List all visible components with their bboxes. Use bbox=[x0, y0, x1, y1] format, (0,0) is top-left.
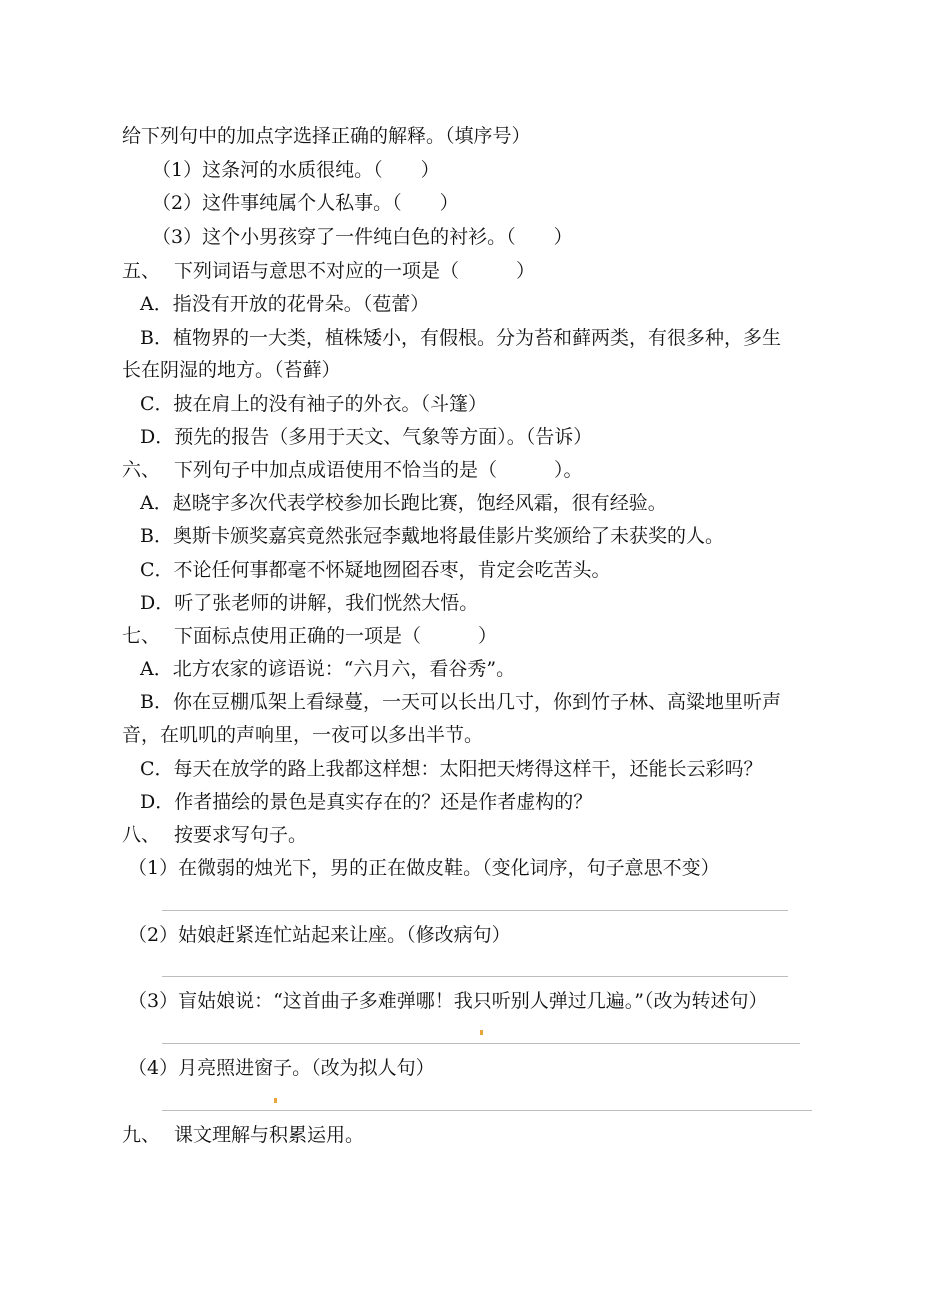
q8-answer-line-3[interactable] bbox=[162, 1043, 800, 1044]
q6-option-d: D．听了张老师的讲解，我们恍然大悟。 bbox=[140, 592, 479, 614]
q8-item-3: （3）盲姑娘说：“这首曲子多难弹哪！我只听别人弹过几遍。”（改为转述句） bbox=[128, 990, 768, 1012]
q8-title: 按要求写句子。 bbox=[174, 824, 308, 846]
q5-option-a: A．指没有开放的花骨朵。（苞蕾） bbox=[140, 293, 430, 315]
q5-option-b-line2: 长在阴湿的地方。（苔藓） bbox=[122, 359, 341, 381]
q6-option-b: B．奥斯卡颁奖嘉宾竟然张冠李戴地将最佳影片奖颁给了未获奖的人。 bbox=[140, 525, 724, 547]
q6-title: 下列句子中加点成语使用不恰当的是（ ）。 bbox=[174, 459, 583, 481]
stray-mark bbox=[274, 1098, 277, 1103]
q4-item-3: （3）这个小男孩穿了一件纯白色的衬衫。（ ） bbox=[152, 226, 573, 248]
q8-item-2: （2）姑娘赶紧连忙站起来让座。（修改病句） bbox=[128, 924, 511, 946]
q9-heading bbox=[122, 1122, 364, 1148]
q4-item-1: （1）这条河的水质很纯。（ ） bbox=[152, 159, 440, 181]
q8-answer-line-4[interactable] bbox=[162, 1110, 812, 1111]
q6-number: 六、 bbox=[122, 459, 161, 481]
q7-number: 七、 bbox=[122, 625, 161, 647]
q7-heading bbox=[122, 623, 497, 649]
q7-option-d: D．作者描绘的景色是真实存在的？还是作者虚构的？ bbox=[140, 791, 593, 813]
q4-intro: 给下列句中的加点字选择正确的解释。（填序号） bbox=[122, 125, 531, 147]
q5-number: 五、 bbox=[122, 260, 161, 282]
q8-item-4: （4）月亮照进窗子。（改为拟人句） bbox=[128, 1057, 435, 1079]
q5-heading bbox=[122, 258, 535, 284]
q8-answer-line-2[interactable] bbox=[162, 976, 788, 977]
q7-option-c: C．每天在放学的路上我都这样想：太阳把天烤得这样干，还能长云彩吗？ bbox=[140, 758, 763, 780]
q8-answer-line-1[interactable] bbox=[162, 910, 788, 911]
q6-heading bbox=[122, 457, 583, 483]
q5-title: 下列词语与意思不对应的一项是（ ） bbox=[174, 260, 536, 282]
q7-title: 下面标点使用正确的一项是（ ） bbox=[174, 625, 498, 647]
q8-item-1: （1）在微弱的烛光下，男的正在做皮鞋。（变化词序，句子意思不变） bbox=[128, 857, 720, 879]
q5-option-c: C．披在肩上的没有袖子的外衣。（斗篷） bbox=[140, 393, 488, 415]
q4-item-2: （2）这件事纯属个人私事。（ ） bbox=[152, 192, 459, 214]
q7-option-b-line1: B．你在豆棚瓜架上看绿蔓，一天可以长出几寸，你到竹子林、高粱地里听声 bbox=[140, 691, 781, 713]
q7-option-a: A．北方农家的谚语说：“六月六，看谷秀”。 bbox=[140, 658, 516, 680]
q6-option-c: C．不论任何事都毫不怀疑地囫囵吞枣，肯定会吃苦头。 bbox=[140, 559, 611, 581]
q6-option-a: A．赵晓宇多次代表学校参加长跑比赛，饱经风霜，很有经验。 bbox=[140, 492, 667, 514]
q7-option-b-line2: 音，在叽叽的声响里，一夜可以多出半节。 bbox=[122, 724, 484, 746]
q5-option-d: D．预先的报告（多用于天文、气象等方面）。（告诉） bbox=[140, 426, 593, 448]
q5-option-b-line1: B．植物界的一大类，植株矮小，有假根。分为苔和藓两类，有很多种，多生 bbox=[140, 327, 781, 349]
q8-heading bbox=[122, 822, 307, 848]
q8-number: 八、 bbox=[122, 824, 161, 846]
stray-mark bbox=[480, 1030, 483, 1035]
q9-title: 课文理解与积累运用。 bbox=[174, 1124, 365, 1146]
q9-number: 九、 bbox=[122, 1124, 161, 1146]
